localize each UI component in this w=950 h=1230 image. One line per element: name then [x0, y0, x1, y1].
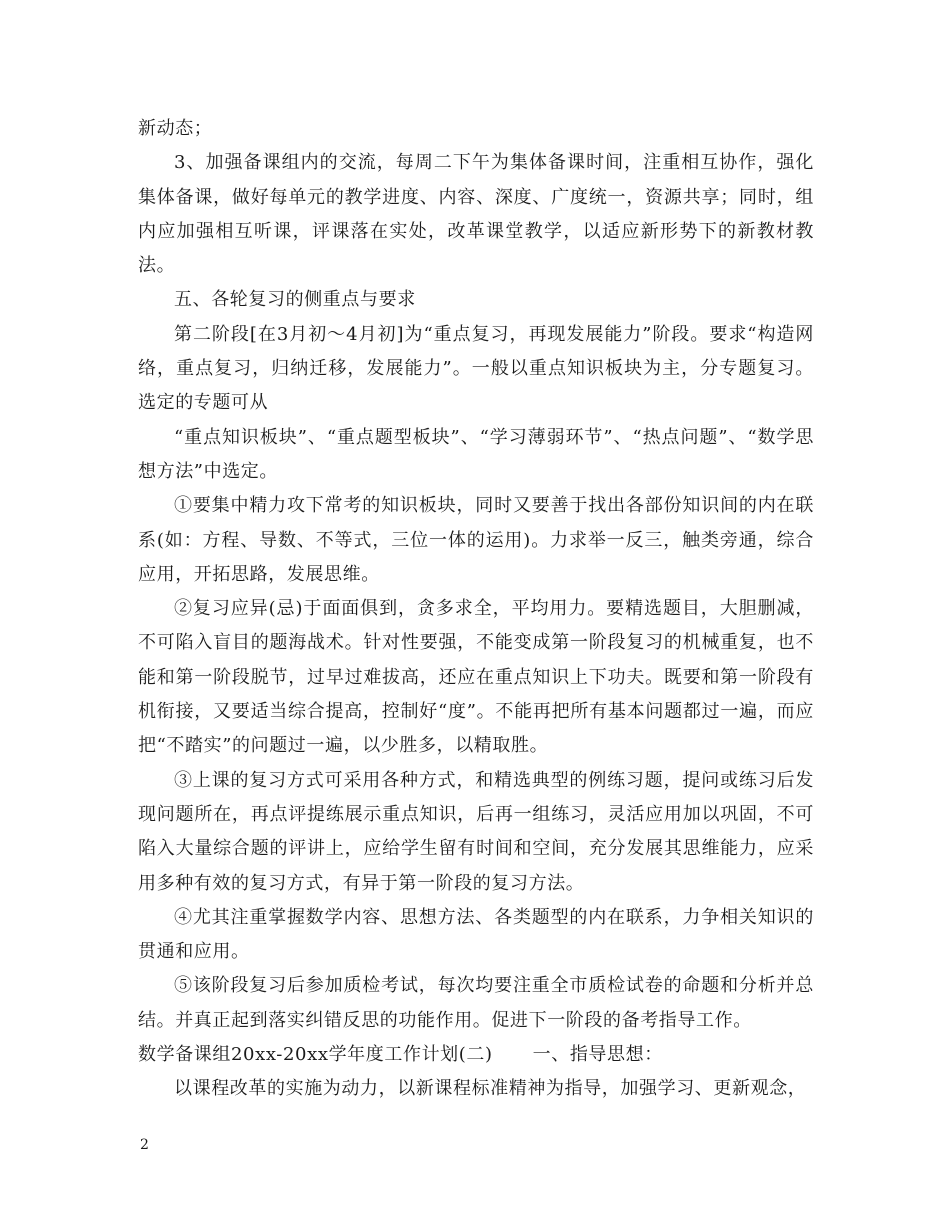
paragraph-2: 3、加强备课组内的交流，每周二下午为集体备课时间，注重相互协作，强化集体备课，做好每单元的教学进度、内容、深度、广度统一，资源共享；同时，组内应加强相互听课，评课落在实处，改革课堂教学，以适应新形势下的新教材教法。: [138, 152, 814, 277]
page-number: 2: [140, 1137, 149, 1153]
paragraph-4: “重点知识板块”、“重点题型板块”、“学习薄弱环节”、“热点问题”、“数学思想方法”中选定。: [138, 426, 814, 482]
list-item-1: ①要集中精力攻下常考的知识板块，同时又要善于找出各部份知识间的内在联系(如：方程、导数、不等式，三位一体的运用)。力求举一反三，触类旁通，综合应用，开拓思路，发展思维。: [138, 495, 814, 585]
list-item-5: ⑤该阶段复习后参加质检考试，每次均要注重全市质检试卷的命题和分析并总结。并真正起到落实纠错反思的功能作用。促进下一阶段的备考指导工作。: [138, 975, 814, 1031]
paragraph-3: 第二阶段[在3月初～4月初]为“重点复习，再现发展能力”阶段。要求“构造网络，重点复习，归纳迁移，发展能力”。一般以重点知识板块为主，分专题复习。选定的专题可从: [138, 323, 814, 414]
plan-section-title: 一、指导思想：: [532, 1044, 663, 1066]
body-text: [138, 112, 814, 1107]
list-item-3: ③上课的复习方式可采用各种方式，和精选典型的例练习题，提问或练习后发现问题所在，再点评提练展示重点知识，后再一组练习，灵活应用加以巩固，不可陷入大量综合题的评讲上，应给学生留有时间和空间，充分发展其思维能力，应采用多种有效的复习方式，有异于第一阶段的复习方法。: [138, 769, 814, 894]
plan-heading-line: [138, 1038, 814, 1072]
list-item-2: ②复习应异(忌)于面面俱到，贪多求全，平均用力。要精选题目，大胆删减，不可陷入盲目的题海战术。针对性要强，不能变成第一阶段复习的机械重复，也不能和第一阶段脱节，过早过难拔高，还应在重点知识上下功夫。既要和第一阶段有机衔接，又要适当综合提高，控制好“度”。不能再把所有基本问题都过一遍，而应把“不踏实”的问题过一遍，以少胜多，以精取胜。: [138, 598, 814, 757]
paragraph-last: 以课程改革的实施为动力，以新课程标准精神为指导，加强学习、更新观念，: [174, 1078, 807, 1100]
paragraph-1: 新动态；: [138, 118, 213, 139]
plan-title: 数学备课组20xx-20xx学年度工作计划(二): [138, 1044, 493, 1066]
list-item-4: ④尤其注重掌握数学内容、思想方法、各类题型的内在联系，力争相关知识的贯通和应用。: [138, 906, 814, 963]
section-heading-5: 五、各轮复习的侧重点与要求: [174, 289, 416, 311]
